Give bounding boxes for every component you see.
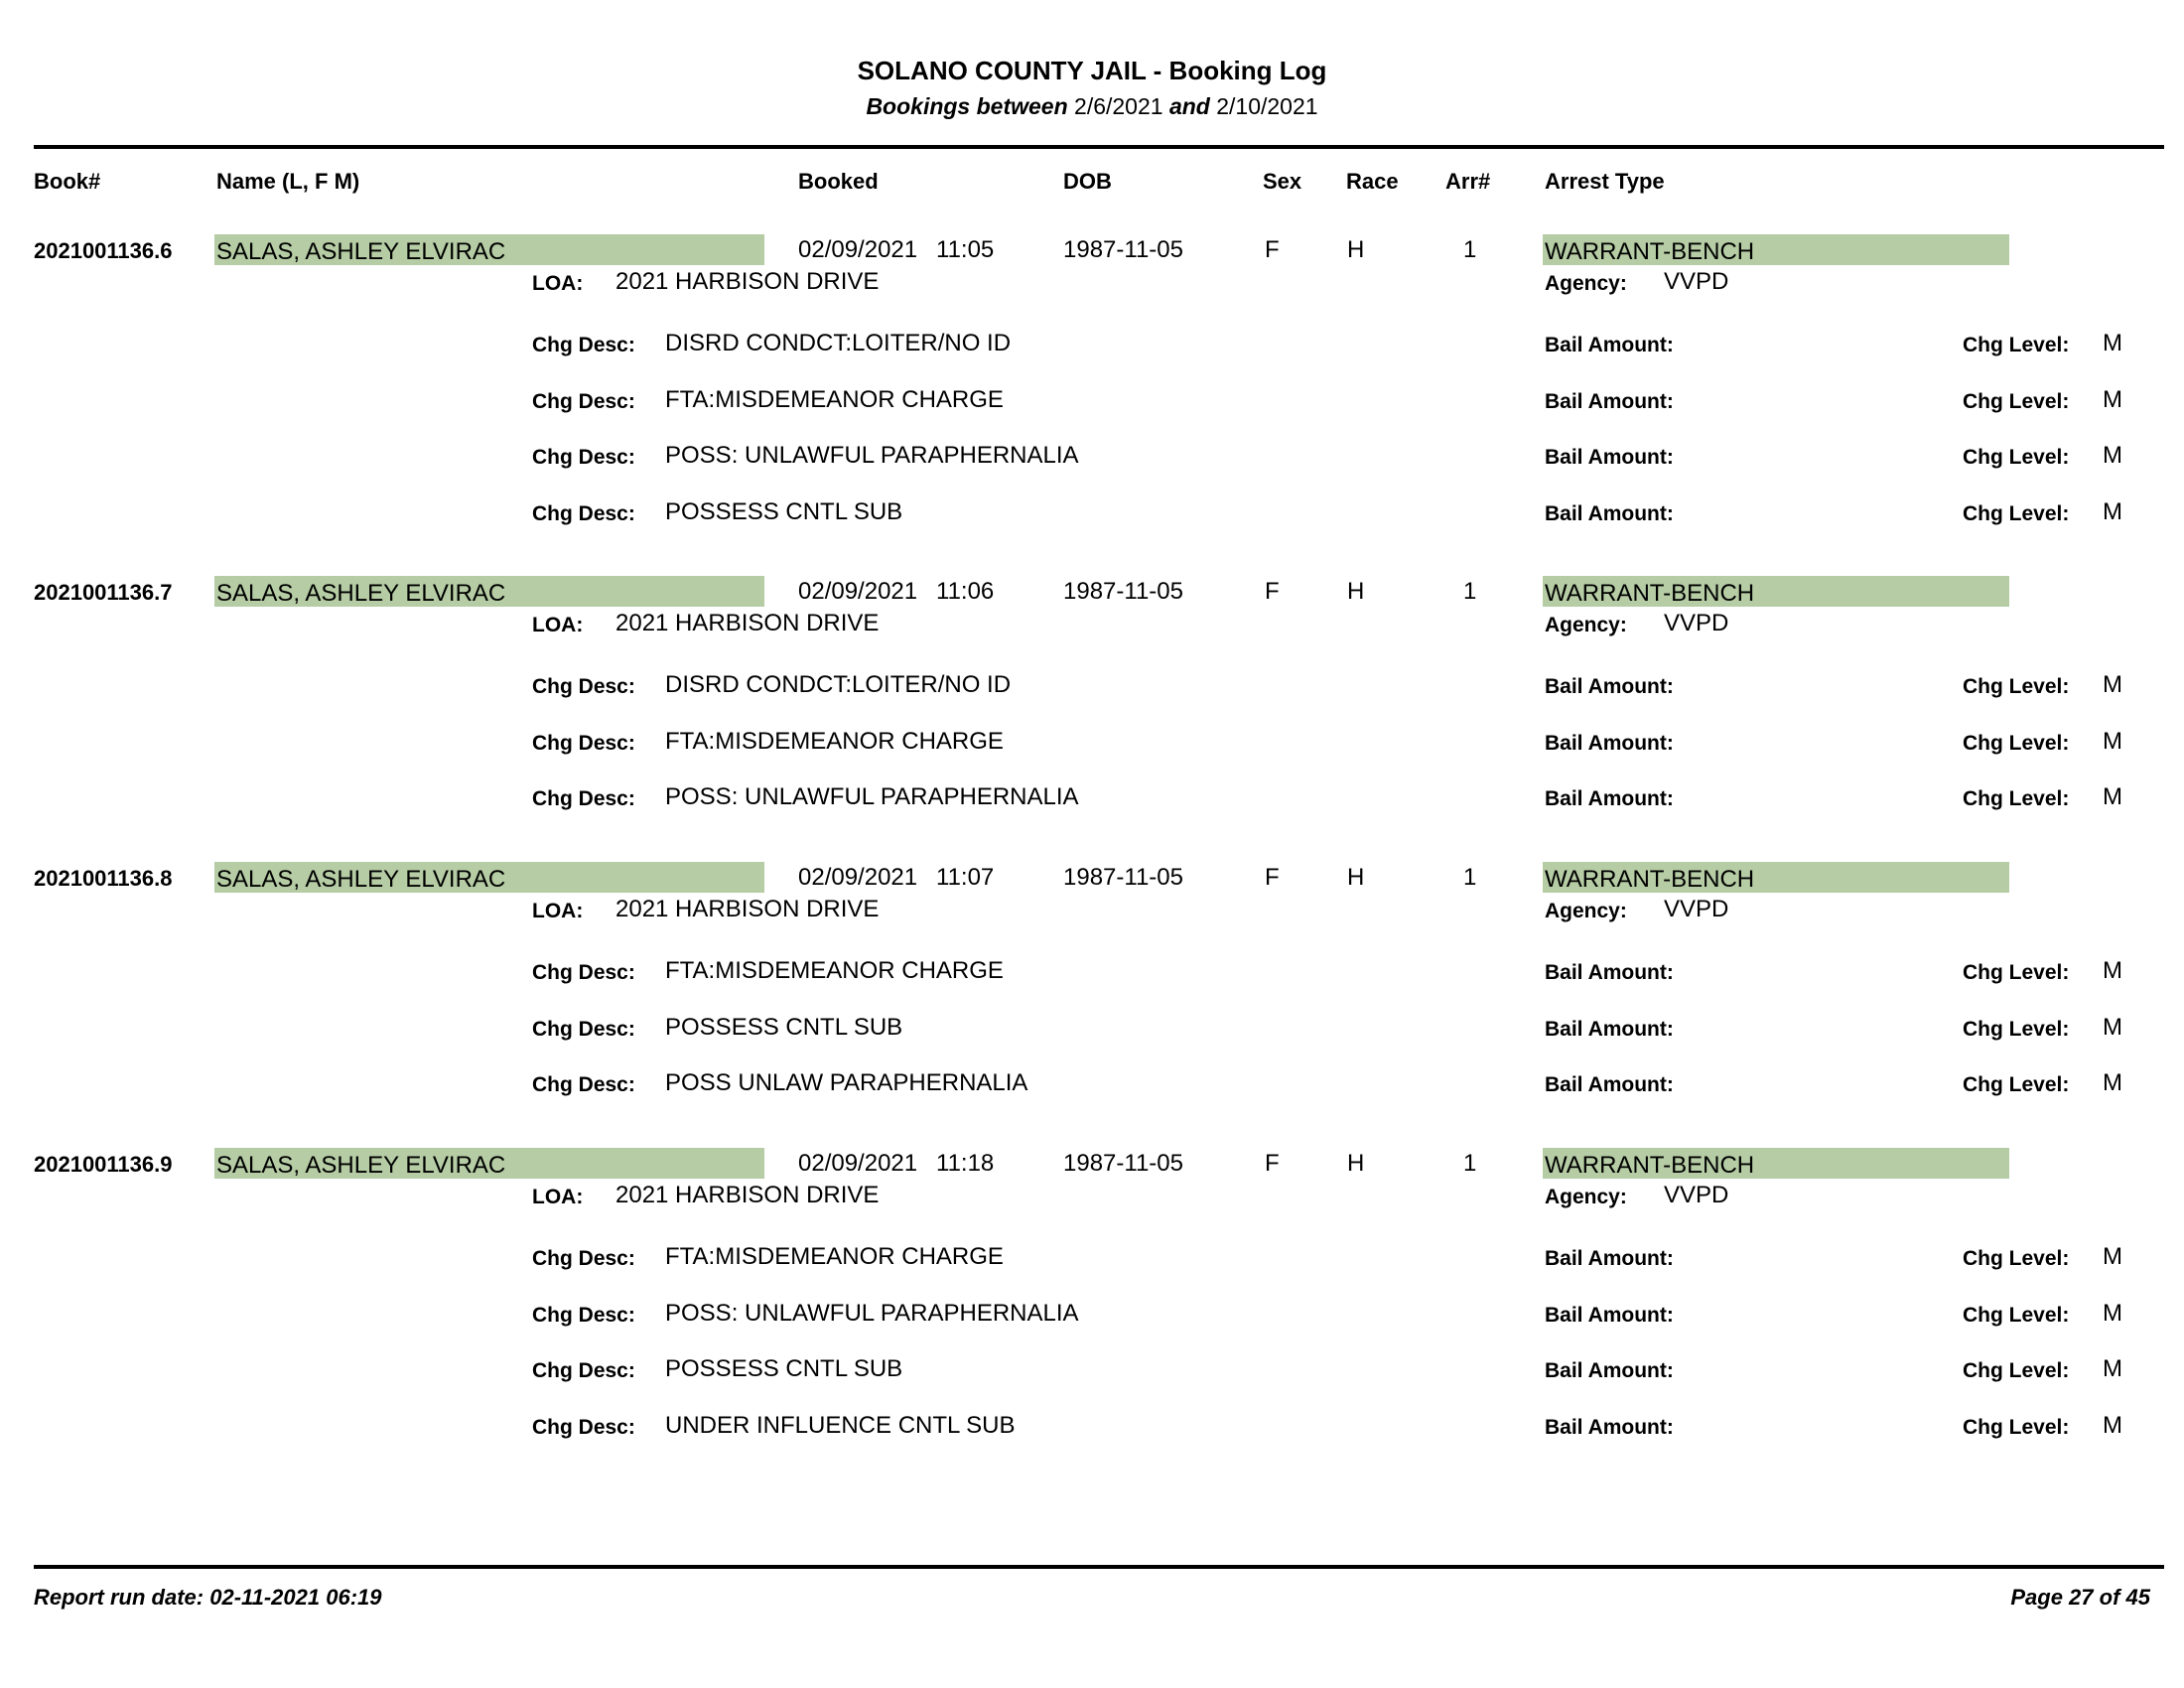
charge-row — [0, 724, 2184, 764]
chg-level-value: M — [2103, 1355, 2122, 1382]
chg-level-label: Chg Level: — [1963, 446, 2070, 469]
bail-amount-label: Bail Amount: — [1545, 1304, 1674, 1327]
bail-amount-label: Bail Amount: — [1545, 1359, 1674, 1382]
page-number: Page 27 of 45 — [2010, 1585, 2150, 1610]
charge-row — [0, 1010, 2184, 1050]
dob-value: 1987-11-05 — [1063, 236, 1183, 263]
booked-date: 02/09/2021 — [798, 236, 918, 263]
chg-level-value: M — [2103, 1412, 2122, 1439]
loa-value: 2021 HARBISON DRIVE — [615, 896, 880, 922]
agency-label: Agency: — [1545, 1186, 1627, 1208]
booking-record — [0, 576, 2184, 874]
booked-time: 11:07 — [936, 864, 995, 891]
arr-value: 1 — [1463, 578, 1477, 605]
charge-row — [0, 779, 2184, 819]
arrest-type: WARRANT-BENCH — [1545, 238, 1755, 265]
chg-level-value: M — [2103, 957, 2122, 984]
sex-value: F — [1265, 864, 1280, 891]
bail-amount-label: Bail Amount: — [1545, 787, 1674, 810]
chg-desc-label: Chg Desc: — [532, 675, 635, 698]
booking-record — [0, 862, 2184, 1160]
chg-desc-label: Chg Desc: — [532, 446, 635, 469]
arrest-type: WARRANT-BENCH — [1545, 866, 1755, 893]
loa-value: 2021 HARBISON DRIVE — [615, 1182, 880, 1208]
sex-value: F — [1265, 578, 1280, 605]
chg-desc-value: POSS: UNLAWFUL PARAPHERNALIA — [665, 1300, 1079, 1327]
report-subtitle — [0, 93, 2184, 120]
chg-desc-label: Chg Desc: — [532, 334, 635, 356]
chg-level-label: Chg Level: — [1963, 961, 2070, 984]
arrest-type-highlight — [1543, 1148, 2009, 1179]
chg-desc-value: DISRD CONDCT:LOITER/NO ID — [665, 330, 1012, 356]
charge-row — [0, 1408, 2184, 1448]
race-value: H — [1347, 864, 1365, 891]
name-highlight — [214, 862, 764, 893]
loa-label: LOA: — [532, 272, 584, 295]
report-title: SOLANO COUNTY JAIL - Booking Log — [857, 56, 1327, 85]
col-race: Race — [1346, 169, 1399, 194]
booked-time: 11:06 — [936, 578, 995, 605]
bail-amount-label: Bail Amount: — [1545, 1018, 1674, 1041]
chg-level-value: M — [2103, 783, 2122, 810]
chg-desc-label: Chg Desc: — [532, 732, 635, 755]
booked-date: 02/09/2021 — [798, 578, 918, 605]
bail-amount-label: Bail Amount: — [1545, 390, 1674, 413]
inmate-name: SALAS, ASHLEY ELVIRAC — [216, 1152, 506, 1179]
loa-label: LOA: — [532, 900, 584, 922]
name-highlight — [214, 234, 764, 265]
agency-value: VVPD — [1664, 268, 1729, 295]
col-booked: Booked — [798, 169, 879, 194]
loa-label: LOA: — [532, 614, 584, 636]
chg-level-label: Chg Level: — [1963, 334, 2070, 356]
agency-label: Agency: — [1545, 272, 1627, 295]
race-value: H — [1347, 236, 1365, 263]
chg-level-value: M — [2103, 442, 2122, 469]
col-sex: Sex — [1263, 169, 1302, 194]
charge-row — [0, 1065, 2184, 1105]
agency-value: VVPD — [1664, 896, 1729, 922]
arr-value: 1 — [1463, 236, 1477, 263]
chg-desc-label: Chg Desc: — [532, 1359, 635, 1382]
chg-level-value: M — [2103, 671, 2122, 698]
chg-level-value: M — [2103, 386, 2122, 413]
date-from: 2/6/2021 — [1074, 93, 1163, 119]
chg-desc-label: Chg Desc: — [532, 1073, 635, 1096]
bail-amount-label: Bail Amount: — [1545, 1073, 1674, 1096]
bail-amount-label: Bail Amount: — [1545, 334, 1674, 356]
col-name: Name (L, F M) — [216, 169, 360, 194]
charge-row — [0, 382, 2184, 422]
agency-label: Agency: — [1545, 614, 1627, 636]
charge-row — [0, 438, 2184, 478]
arrest-type-highlight — [1543, 234, 2009, 265]
chg-desc-value: FTA:MISDEMEANOR CHARGE — [665, 386, 1004, 413]
charge-row — [0, 1296, 2184, 1336]
bail-amount-label: Bail Amount: — [1545, 675, 1674, 698]
booked-time: 11:05 — [936, 236, 995, 263]
col-arr: Arr# — [1445, 169, 1491, 194]
chg-desc-value: POSS: UNLAWFUL PARAPHERNALIA — [665, 783, 1079, 810]
chg-desc-value: UNDER INFLUENCE CNTL SUB — [665, 1412, 1016, 1439]
chg-level-label: Chg Level: — [1963, 390, 2070, 413]
chg-desc-label: Chg Desc: — [532, 1018, 635, 1041]
chg-desc-value: FTA:MISDEMEANOR CHARGE — [665, 957, 1004, 984]
booked-date: 02/09/2021 — [798, 864, 918, 891]
loa-label: LOA: — [532, 1186, 584, 1208]
arrest-type: WARRANT-BENCH — [1545, 1152, 1755, 1179]
booked-time: 11:18 — [936, 1150, 995, 1177]
race-value: H — [1347, 578, 1365, 605]
chg-desc-value: DISRD CONDCT:LOITER/NO ID — [665, 671, 1012, 698]
chg-desc-value: FTA:MISDEMEANOR CHARGE — [665, 728, 1004, 755]
chg-level-value: M — [2103, 1014, 2122, 1041]
chg-desc-label: Chg Desc: — [532, 502, 635, 525]
chg-level-value: M — [2103, 330, 2122, 356]
chg-desc-value: POSSESS CNTL SUB — [665, 1355, 903, 1382]
bail-amount-label: Bail Amount: — [1545, 502, 1674, 525]
inmate-name: SALAS, ASHLEY ELVIRAC — [216, 866, 506, 893]
chg-level-value: M — [2103, 728, 2122, 755]
chg-level-label: Chg Level: — [1963, 1018, 2070, 1041]
charge-row — [0, 953, 2184, 993]
dob-value: 1987-11-05 — [1063, 578, 1183, 605]
race-value: H — [1347, 1150, 1365, 1177]
top-divider — [34, 145, 2164, 149]
chg-desc-label: Chg Desc: — [532, 1304, 635, 1327]
col-dob: DOB — [1063, 169, 1112, 194]
charge-row — [0, 1351, 2184, 1391]
agency-label: Agency: — [1545, 900, 1627, 922]
bail-amount-label: Bail Amount: — [1545, 1247, 1674, 1270]
col-arrest-type: Arrest Type — [1545, 169, 1665, 194]
chg-level-value: M — [2103, 1300, 2122, 1327]
chg-level-label: Chg Level: — [1963, 732, 2070, 755]
loa-value: 2021 HARBISON DRIVE — [615, 268, 880, 295]
chg-level-label: Chg Level: — [1963, 1416, 2070, 1439]
arr-value: 1 — [1463, 1150, 1477, 1177]
bail-amount-label: Bail Amount: — [1545, 1416, 1674, 1439]
bottom-divider — [34, 1565, 2164, 1569]
chg-desc-label: Chg Desc: — [532, 961, 635, 984]
sex-value: F — [1265, 236, 1280, 263]
chg-level-label: Chg Level: — [1963, 1073, 2070, 1096]
name-highlight — [214, 576, 764, 607]
chg-level-label: Chg Level: — [1963, 675, 2070, 698]
chg-level-value: M — [2103, 498, 2122, 525]
inmate-name: SALAS, ASHLEY ELVIRAC — [216, 238, 506, 265]
chg-level-label: Chg Level: — [1963, 1247, 2070, 1270]
agency-value: VVPD — [1664, 1182, 1729, 1208]
inmate-name: SALAS, ASHLEY ELVIRAC — [216, 580, 506, 607]
dob-value: 1987-11-05 — [1063, 864, 1183, 891]
chg-desc-label: Chg Desc: — [532, 390, 635, 413]
date-to: 2/10/2021 — [1216, 93, 1318, 119]
charge-row — [0, 1239, 2184, 1279]
arrest-type: WARRANT-BENCH — [1545, 580, 1755, 607]
booked-date: 02/09/2021 — [798, 1150, 918, 1177]
arr-value: 1 — [1463, 864, 1477, 891]
report-run-date: Report run date: 02-11-2021 06:19 — [34, 1585, 382, 1610]
name-highlight — [214, 1148, 764, 1179]
book-number: 2021001136.9 — [34, 1152, 173, 1177]
chg-desc-label: Chg Desc: — [532, 1247, 635, 1270]
col-book: Book# — [34, 169, 101, 194]
dob-value: 1987-11-05 — [1063, 1150, 1183, 1177]
subtitle-prefix: Bookings between — [866, 93, 1068, 119]
bail-amount-label: Bail Amount: — [1545, 961, 1674, 984]
booking-record — [0, 1148, 2184, 1446]
chg-level-value: M — [2103, 1069, 2122, 1096]
chg-level-value: M — [2103, 1243, 2122, 1270]
chg-desc-value: POSSESS CNTL SUB — [665, 1014, 903, 1041]
chg-level-label: Chg Level: — [1963, 502, 2070, 525]
sex-value: F — [1265, 1150, 1280, 1177]
arrest-type-highlight — [1543, 862, 2009, 893]
booking-record — [0, 234, 2184, 532]
chg-level-label: Chg Level: — [1963, 787, 2070, 810]
book-number: 2021001136.6 — [34, 238, 173, 263]
chg-desc-value: FTA:MISDEMEANOR CHARGE — [665, 1243, 1004, 1270]
book-number: 2021001136.7 — [34, 580, 173, 605]
agency-value: VVPD — [1664, 610, 1729, 636]
book-number: 2021001136.8 — [34, 866, 173, 891]
bail-amount-label: Bail Amount: — [1545, 732, 1674, 755]
charge-row — [0, 494, 2184, 534]
chg-level-label: Chg Level: — [1963, 1304, 2070, 1327]
chg-desc-value: POSS UNLAW PARAPHERNALIA — [665, 1069, 1028, 1096]
charge-row — [0, 667, 2184, 707]
chg-level-label: Chg Level: — [1963, 1359, 2070, 1382]
bail-amount-label: Bail Amount: — [1545, 446, 1674, 469]
subtitle-and: and — [1168, 93, 1210, 119]
chg-desc-label: Chg Desc: — [532, 1416, 635, 1439]
chg-desc-value: POSS: UNLAWFUL PARAPHERNALIA — [665, 442, 1079, 469]
chg-desc-label: Chg Desc: — [532, 787, 635, 810]
arrest-type-highlight — [1543, 576, 2009, 607]
charge-row — [0, 326, 2184, 365]
chg-desc-value: POSSESS CNTL SUB — [665, 498, 903, 525]
loa-value: 2021 HARBISON DRIVE — [615, 610, 880, 636]
